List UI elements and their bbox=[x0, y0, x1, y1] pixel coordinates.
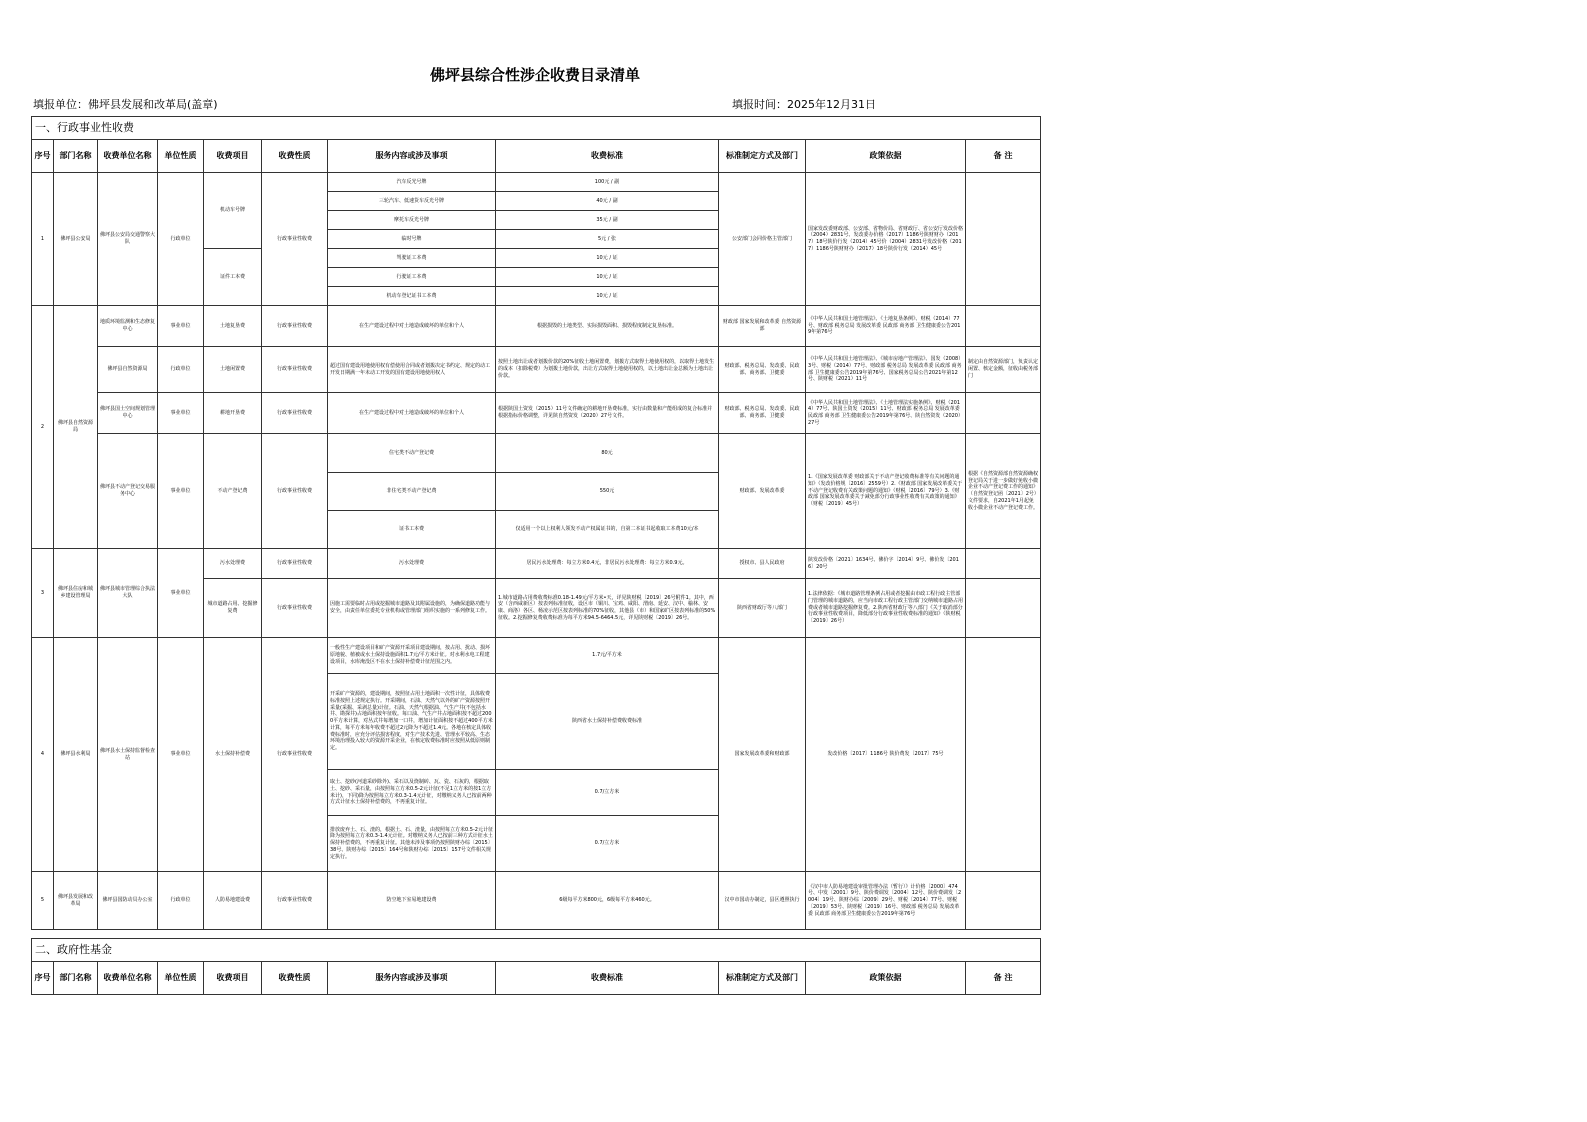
service-item: 住宅类不动产登记费 bbox=[328, 434, 496, 473]
fee-type: 行政事业性收费 bbox=[262, 347, 328, 393]
remark: 制定由自然资源部门，负责认定闲置、核定金额，征收由税务部门 bbox=[966, 347, 1041, 393]
unit-nature: 事业单位 bbox=[158, 393, 204, 434]
fee-standard: 0.7/立方米 bbox=[496, 770, 719, 816]
service-item: 三轮汽车、低速货车反光号牌 bbox=[328, 192, 496, 211]
fee-standard: 40元 / 副 bbox=[496, 192, 719, 211]
service-item: 排放废弃土、石、渣的，根据土、石、渣量，由按照每立方米0.5-2元计征降为按照每立方米0.3-1.4元计征。对缴纳义务人已按前三种方式计征水土保持补偿费的，不再重复计征。其他未涉及事项仍按照陕财办综〔2015〕38号、陕财办综〔2015〕164号和陕财办综〔2015〕157号文件相关规定执行。 bbox=[328, 816, 496, 872]
dept-name: 佛坪县自然资源局 bbox=[54, 306, 98, 549]
fee-type: 行政事业性收费 bbox=[262, 579, 328, 638]
unit-nature: 行政单位 bbox=[158, 173, 204, 306]
dept-name: 佛坪县水利局 bbox=[54, 638, 98, 872]
method: 财政部、发展改革委 bbox=[719, 434, 806, 549]
fee-standard: 100元 / 副 bbox=[496, 173, 719, 192]
dept-name: 佛坪县发展和改革局 bbox=[54, 872, 98, 930]
method: 财政部、税务总局、发改委、民政部、商务部、卫健委 bbox=[719, 347, 806, 393]
unit-nature: 事业单位 bbox=[158, 638, 204, 872]
header-cell: 部门名称 bbox=[54, 140, 98, 173]
header-cell: 序号 bbox=[32, 140, 54, 173]
service-item: 证书工本费 bbox=[328, 511, 496, 549]
fee-standard: 0.7/立方米 bbox=[496, 816, 719, 872]
row-no: 5 bbox=[32, 872, 54, 930]
policy: 《中华人民共和国土地管理法》、《城市房地产管理法》、国发（2008）3号、财税（2014）77号、财政部 税务总局 发展改革委 民政部 商务部 卫生健康委公告2019年第76号、国家税务总局公告2021年第12号、陕财税（2021）11号 bbox=[806, 347, 966, 393]
header-cell: 收费项目 bbox=[204, 962, 262, 995]
method: 国家发展改革委和财政部 bbox=[719, 638, 806, 872]
method: 授权市、县人民政府 bbox=[719, 549, 806, 579]
row-no: 4 bbox=[32, 638, 54, 872]
policy: 《中华人民共和国土地管理法》、《土地管理法实施条例》、财税（2014）77号、陕国土资发（2015）11号、财政部 税务总局 发展改革委 民政部 商务部 卫生健康委公告2019年第76号、陕自然资发（2020）27号 bbox=[806, 393, 966, 434]
fee-type: 行政事业性收费 bbox=[262, 434, 328, 549]
fill-unit: 填报单位：佛坪县发展和改革局(盖章) bbox=[33, 98, 218, 111]
fee-standard: 根据损毁的土地类型、实际损毁面积、损毁程度制定复垦标准。 bbox=[496, 306, 719, 347]
remark: 根据《自然资源部自然资源确权登记局关于进一步做好免收小微企业不动产登记费工作的通知》（自然资登记函〔2021〕2号）文件要求，自2021年1月起免收小微企业不动产登记费工作。 bbox=[966, 434, 1041, 549]
header-cell: 收费性质 bbox=[262, 140, 328, 173]
fee-standard: 陕西省水土保持补偿费收费标准 bbox=[496, 674, 719, 770]
service-item: 防空地下室易地建设费 bbox=[328, 872, 496, 930]
unit-name: 佛坪县国土空间规划管理中心 bbox=[98, 393, 158, 434]
method: 公安部门会同价格主管部门 bbox=[719, 173, 806, 306]
row-no: 1 bbox=[32, 173, 54, 306]
service-item: 临时号牌 bbox=[328, 230, 496, 249]
fill-time: 填报时间：2025年12月31日 bbox=[732, 98, 876, 111]
unit-nature: 行政单位 bbox=[158, 872, 204, 930]
policy: 《汉中市人防易地建设审批管理办法（暂行）》计价格〔2000〕474号、中发〔2001〕9号、陕价费调发〔2004〕12号、陕价费调发〔2004〕19号、陕财办综〔2009〕29号、财税〔2014〕77号、财税〔2019〕53号、陕财税〔2019〕16号、财政部 税务总局 发展改革委 民政部 商务部卫生健康委公告2019年第76号 bbox=[806, 872, 966, 930]
service-item: 一般性生产建设项目和矿产资源开采项目建设期间，按占用、扰动、损坏原地貌、植被或水土保持设施面积1.7元/平方米计征。对水利水电工程建设项目，水库淹没区不在水土保持补偿费计征范围之内。 bbox=[328, 638, 496, 674]
fee-item: 机动车号牌 bbox=[204, 173, 262, 249]
fee-type: 行政事业性收费 bbox=[262, 173, 328, 306]
unit-name: 佛坪县国防动员办公室 bbox=[98, 872, 158, 930]
header-cell: 收费标准 bbox=[496, 962, 719, 995]
fee-standard: 仅适用一个以上权利人领发不动产权属证书的，自第二本证书起收取工本费10元/本 bbox=[496, 511, 719, 549]
remark bbox=[966, 549, 1041, 579]
remark bbox=[966, 393, 1041, 434]
row-no: 3 bbox=[32, 549, 54, 638]
fee-standard: 10元 / 证 bbox=[496, 287, 719, 306]
fee-item: 城市道路占用、挖掘修复费 bbox=[204, 579, 262, 638]
service-item: 机动车登记证书工本费 bbox=[328, 287, 496, 306]
service-item: 因施工需要临时占用或挖掘城市道路及其附属设施的，为确保道路功能与安全，由责任单位委托专业机构或管理部门组织实施的一系列修复工作。 bbox=[328, 579, 496, 638]
header-cell: 备 注 bbox=[966, 140, 1041, 173]
fee-standard: 10元 / 证 bbox=[496, 249, 719, 268]
unit-nature: 事业单位 bbox=[158, 549, 204, 638]
unit-name: 佛坪县城市管理综合执法大队 bbox=[98, 549, 158, 638]
method: 汉中市国动办制定，县区遵照执行 bbox=[719, 872, 806, 930]
method: 陕西省财政厅等八部门 bbox=[719, 579, 806, 638]
header-cell: 收费性质 bbox=[262, 962, 328, 995]
method: 财政部 国家发展和改革委 自然资源部 bbox=[719, 306, 806, 347]
service-item: 汽车反光号牌 bbox=[328, 173, 496, 192]
header-cell: 部门名称 bbox=[54, 962, 98, 995]
header-cell: 收费标准 bbox=[496, 140, 719, 173]
service-item: 非住宅类不动产登记费 bbox=[328, 473, 496, 511]
fee-type: 行政事业性收费 bbox=[262, 306, 328, 347]
fee-item: 水土保持补偿费 bbox=[204, 638, 262, 872]
unit-nature: 事业单位 bbox=[158, 434, 204, 549]
fee-standard: 6级每平方米800元，6级每平方米460元。 bbox=[496, 872, 719, 930]
fee-standard: 1.城市道路占用费收费标准0.18-1.49元/平方米•天，详见陕财税〔2019〕26号附件1。其中，西安（含西咸新区）按表列标准征收，设区市（铜川、宝鸡、咸阳、渭南、延安、汉中、榆林、安康、商洛）各区、杨凌示范区按表列标准的70%征收，其他县（市）和国家矿区按表列标准的50%征收。2.挖掘修复费收费标准为每平方米94.5-6464.5元，详见陕财税〔2019〕26号。 bbox=[496, 579, 719, 638]
fee-standard: 80元 bbox=[496, 434, 719, 473]
unit-nature: 事业单位 bbox=[158, 306, 204, 347]
header-cell: 政策依据 bbox=[806, 140, 966, 173]
header-cell: 收费项目 bbox=[204, 140, 262, 173]
policy: 陕发改价格〔2021〕1634号、佛价字〔2014〕9号、佛价发〔2016〕20号 bbox=[806, 549, 966, 579]
service-item: 行驶证工本费 bbox=[328, 268, 496, 287]
remark bbox=[966, 306, 1041, 347]
section-title: 二、政府性基金 bbox=[32, 939, 1041, 962]
unit-name: 佛坪县水土保持监督检查站 bbox=[98, 638, 158, 872]
fee-type: 行政事业性收费 bbox=[262, 638, 328, 872]
service-item: 驾驶证工本费 bbox=[328, 249, 496, 268]
unit-nature: 行政单位 bbox=[158, 347, 204, 393]
remark bbox=[966, 872, 1041, 930]
unit-name: 佛坪县公安局交通警察大队 bbox=[98, 173, 158, 306]
fee-item: 人防易地建设费 bbox=[204, 872, 262, 930]
policy: 发改价格〔2017〕1186号 陕价费发〔2017〕75号 bbox=[806, 638, 966, 872]
fee-standard: 10元 / 证 bbox=[496, 268, 719, 287]
dept-name: 佛坪县住房和城乡建设管理局 bbox=[54, 549, 98, 638]
fee-standard: 550元 bbox=[496, 473, 719, 511]
method: 财政部、税务总局、发改委、民政部、商务部、卫健委 bbox=[719, 393, 806, 434]
remark bbox=[966, 638, 1041, 872]
fee-item: 证件工本费 bbox=[204, 249, 262, 306]
service-item: 开采矿产资源的，建设期间，按照征占用土地面积一次性计征，具体收费标准按照上述规定执行。开采期间，石油、天然气以外的矿产资源按照开采量(采掘、采剥总量)计征。石油、天然气根据油、气生产井(不包括水井、勘探井)占地面积按年征收。每口油、气生产井占地面积按不超过2000平方米计算，对丛式井每增加一口井，增加计征面积按不超过400平方米计算，每平方米每年收费不超过2元降为不超过1.4元。各地在核定具体收费标准时，应充分评估损害程度，对生产技术先进、管理水平较高、生态环境治理投入较大的资源开采企业，在核定收费标准时应按照从低原则制定。 bbox=[328, 674, 496, 770]
header-cell: 备 注 bbox=[966, 962, 1041, 995]
policy: 《中华人民共和国土地管理法》、《土地复垦条例》、财税（2014）77号、财政部 税务总局 发展改革委 民政部 商务部 卫生健康委公告2019年第76号 bbox=[806, 306, 966, 347]
fee-standard: 根据陕国土资发（2015）11号文件确定的耕地开垦费标准，实行由数量和产能组成的复合标准并根据指标价格调整，详见陕自然资发（2020）27号文件。 bbox=[496, 393, 719, 434]
fee-item: 耕地开垦费 bbox=[204, 393, 262, 434]
header-cell: 标准制定方式及部门 bbox=[719, 140, 806, 173]
policy: 1.法律依据：《城市道路管理条例占用或者挖掘由市政工程行政主管部门管理的城市道路的，应当向市政工程行政主管部门交纳城市道路占用费或者城市道路挖掘修复费。2.陕西省财政厅等八部门《关于取消部分行政事业性收费项目，降低部分行政事业性收费标准的通知》（陕财税〔2019〕26号） bbox=[806, 579, 966, 638]
service-item: 取土、挖砂(河道采砂除外)、采石以及烧制砖、瓦、瓷、石灰的，根据取土、挖砂、采石量，由按照每立方米0.5-2元计征(不足1立方米的按1立方米计)，下同)降为按照每立方米0.3-1.4元计征，对缴纳义务人已按前两种方式计征水土保持补偿费的，不再重复计征。 bbox=[328, 770, 496, 816]
fee-type: 行政事业性收费 bbox=[262, 393, 328, 434]
fee-standard: 按照土地出让或者划拨价款的20%征收土地闲置费，划拨方式取得土地使用权的，以取得土地发生的成本（扣除税费）为划拨土地价款，出让方式取得土地使用权的，以土地出让金总额为土地出让价款。 bbox=[496, 347, 719, 393]
header-cell: 政策依据 bbox=[806, 962, 966, 995]
header-cell: 序号 bbox=[32, 962, 54, 995]
fee-table-fund bbox=[31, 938, 1041, 995]
header-cell: 标准制定方式及部门 bbox=[719, 962, 806, 995]
fee-item: 不动产登记费 bbox=[204, 434, 262, 549]
row-no: 2 bbox=[32, 306, 54, 549]
unit-name: 佛坪县自然资源局 bbox=[98, 347, 158, 393]
service-item: 在生产建设过程中对土地造成破坏的单位和个人 bbox=[328, 393, 496, 434]
header-cell: 收费单位名称 bbox=[98, 140, 158, 173]
service-item: 在生产建设过程中对土地造成破坏的单位和个人 bbox=[328, 306, 496, 347]
fee-standard: 35元 / 副 bbox=[496, 211, 719, 230]
unit-name: 地质环境监测和生态修复中心 bbox=[98, 306, 158, 347]
page-title: 佛坪县综合性涉企收费目录清单 bbox=[429, 66, 640, 84]
fee-standard: 5元 / 张 bbox=[496, 230, 719, 249]
service-item: 摩托车反光号牌 bbox=[328, 211, 496, 230]
header-cell: 单位性质 bbox=[158, 140, 204, 173]
unit-name: 佛坪县不动产登记交易服务中心 bbox=[98, 434, 158, 549]
remark bbox=[966, 173, 1041, 306]
remark bbox=[966, 579, 1041, 638]
header-cell: 收费单位名称 bbox=[98, 962, 158, 995]
fee-type: 行政事业性收费 bbox=[262, 872, 328, 930]
fee-item: 污水处理费 bbox=[204, 549, 262, 579]
fee-table-admin bbox=[31, 116, 1041, 930]
header-cell: 服务内容或涉及事项 bbox=[328, 962, 496, 995]
fee-standard: 1.7元/平方米 bbox=[496, 638, 719, 674]
fee-standard: 居民污水处理费：每立方米0.4元，非居民污水处理费：每立方米0.9元。 bbox=[496, 549, 719, 579]
service-item: 污水处理费 bbox=[328, 549, 496, 579]
fee-type: 行政事业性收费 bbox=[262, 549, 328, 579]
section-title: 一、行政事业性收费 bbox=[32, 117, 1041, 140]
header-cell: 单位性质 bbox=[158, 962, 204, 995]
service-item: 超过国有建设用地使用权有偿使用合同或者划拨决定书约定、规定的动工开发日期满一年未动工开发的国有建设用地使用权人 bbox=[328, 347, 496, 393]
fee-item: 土地闲置费 bbox=[204, 347, 262, 393]
fee-item: 土地复垦费 bbox=[204, 306, 262, 347]
header-cell: 服务内容或涉及事项 bbox=[328, 140, 496, 173]
policy: 1.《国家发展改革委 财政部关于不动产登记收费标准等有关问题的通知》（发改价格规〔2016〕2559号）2.《财政部 国家发展改革委关于不动产登记收费有关政策问题的通知》（财税〔2016〕79号）3.《财政部 国家发展改革委关于减免部分行政事业性收费有关政策的通知》（财税〔2019〕45号） bbox=[806, 434, 966, 549]
dept-name: 佛坪县公安局 bbox=[54, 173, 98, 306]
policy: 国家发改委财政部、公安部、省物价局、省财政厅、省公安厅发改价格（2004）2831号、发改委办价格（2017）1186号陕财财办（2017）18号陕价行发（2014）45号价（2004）2831号发改价格（2017）1186号陕财财办（2017）18号陕价行发（2014）45号 bbox=[806, 173, 966, 306]
